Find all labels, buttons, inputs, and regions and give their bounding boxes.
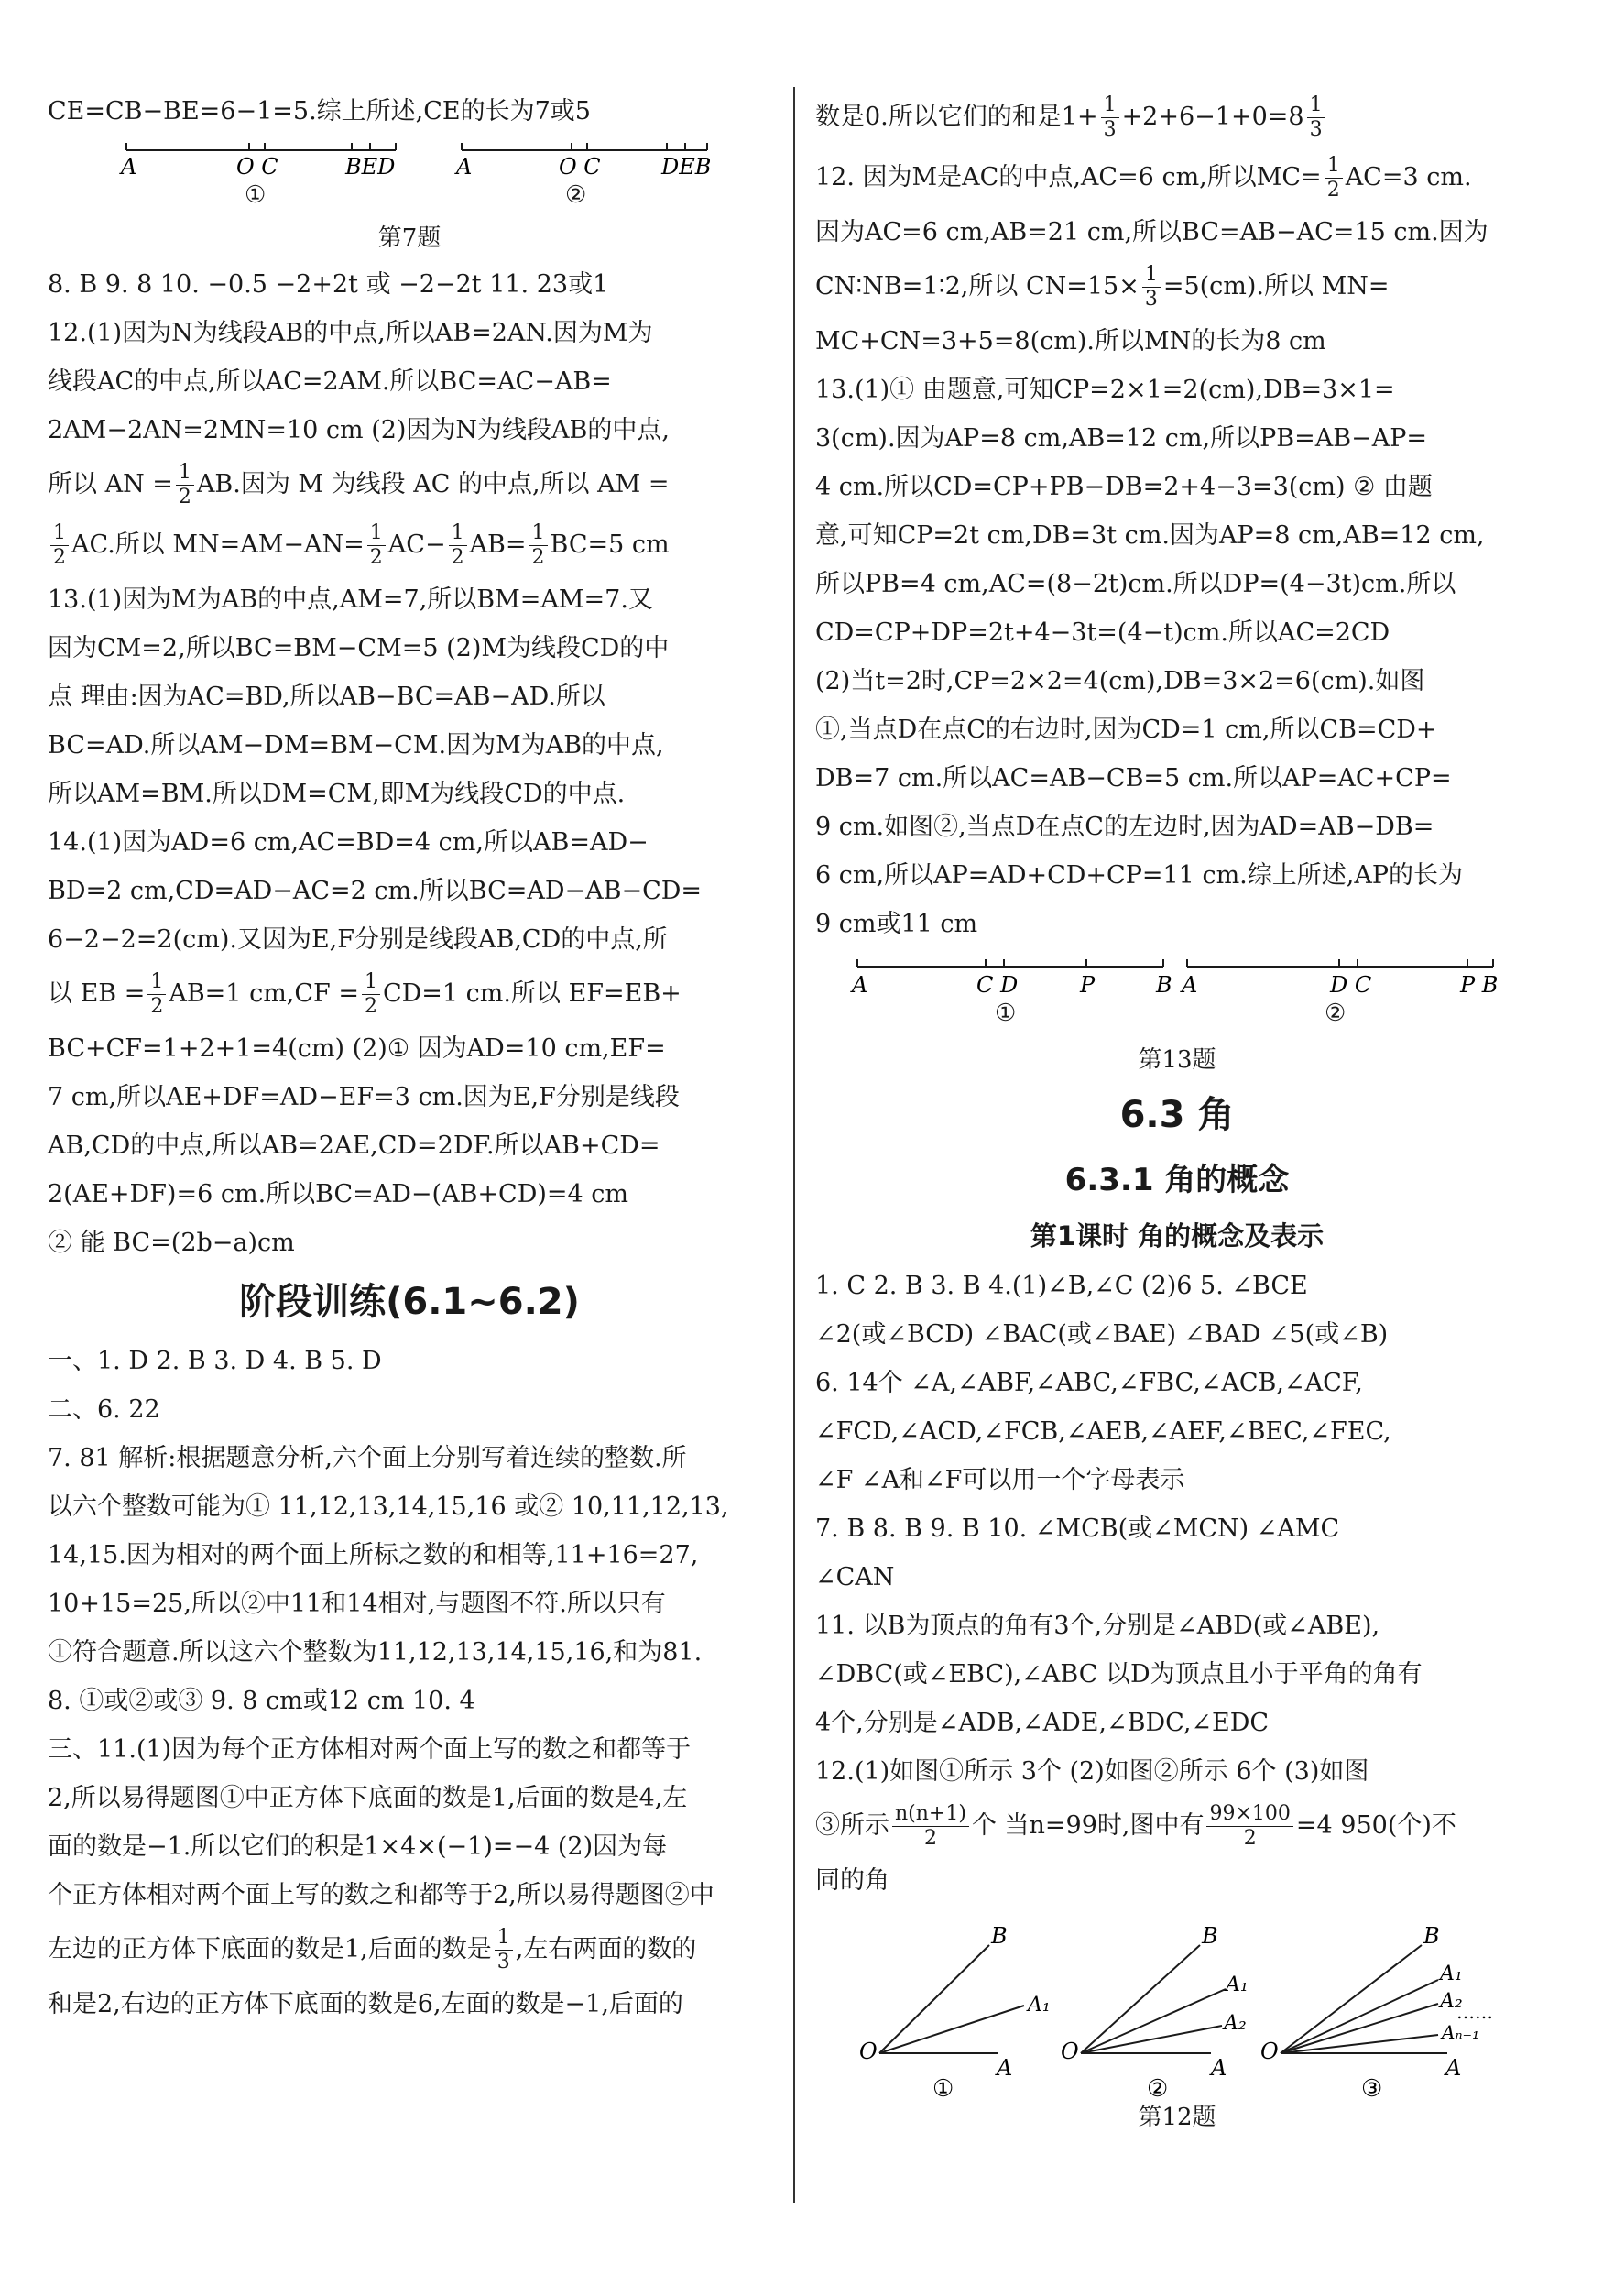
fraction-numerator: 1 (1101, 93, 1119, 118)
text-line (48, 515, 771, 575)
figure-12-label: Aₙ₋₁ (1442, 2021, 1480, 2043)
text-line: 7. 81 解析:根据题意分析,六个面上分别写着连续的整数.所 (48, 1444, 687, 1472)
figure-13-label: B (1156, 972, 1172, 998)
fraction-numerator: 1 (529, 521, 548, 546)
text-line: 14,15.因为相对的两个面上所标之数的和相等,11+16=27, (48, 1541, 699, 1569)
text-line (815, 257, 1539, 317)
text-line (815, 148, 1539, 208)
fraction-denominator: 3 (1103, 118, 1117, 141)
text-line: 面的数是−1.所以它们的积是1×4×(−1)=−4 (2)因为每 (48, 1832, 668, 1861)
fraction-denominator: 3 (1309, 118, 1323, 141)
figure-12-label: A₁ (1226, 1973, 1249, 1996)
fraction-denominator: 2 (531, 546, 545, 569)
figure-13-mark-2: ② (1325, 1000, 1347, 1027)
text-line: 3(cm).因为AP=8 cm,AB=12 cm,所以PB=AB−AP= (815, 424, 1427, 453)
text-line: 因为AC=6 cm,AB=21 cm,所以BC=AB−AC=15 cm.因为 (815, 218, 1488, 246)
text-line: 10+15=25,所以②中11和14相对,与题图不符.所以只有 (48, 1590, 666, 1618)
text-line: (2)当t=2时,CP=2×2=4(cm),DB=3×2=6(cm).如图 (815, 667, 1425, 695)
fraction-numerator: 99×100 (1206, 1802, 1292, 1827)
fraction-denominator: 2 (1326, 179, 1340, 202)
fraction (495, 1926, 513, 1974)
fraction (147, 970, 166, 1019)
subsection-title: 6.3.1 角的概念 (1064, 1162, 1290, 1198)
text-line: 三、11.(1)因为每个正方体相对两个面上写的数之和都等于 (48, 1735, 692, 1764)
figure-13-diagram-1 (850, 959, 1172, 998)
figure-13-label: A (852, 972, 868, 998)
text-line: 所以AM=BM.所以DM=CM,即M为线段CD的中点. (48, 780, 626, 808)
text-run: 数是0.所以它们的和是1+ (815, 103, 1098, 131)
text-run: 所以 AN = (48, 470, 173, 498)
fraction-numerator: 1 (1142, 263, 1161, 288)
text-line: ①,当点D在点C的右边时,因为CD=1 cm,所以CB=CD+ (815, 716, 1437, 744)
figure-12-label: B (1423, 1923, 1440, 1949)
figure-13-label: A (1182, 972, 1198, 998)
text-line: ∠DBC(或∠EBC),∠ABC 以D为顶点且小于平角的角有 (815, 1660, 1423, 1689)
column-divider (793, 87, 795, 2203)
text-run: 以 EB = (48, 979, 146, 1008)
figure-12-label: A (1211, 2055, 1227, 2081)
text-line: 所以PB=4 cm,AC=(8−2t)cm.所以DP=(4−3t)cm.所以 (815, 570, 1456, 598)
lesson-title: 第1课时 角的概念及表示 (1030, 1220, 1325, 1252)
figure-13-label: P B (1460, 972, 1499, 998)
figure-7-label: A (121, 154, 137, 180)
text-line: 和是2,右边的正方体下底面的数是6,左面的数是−1,后面的 (48, 1990, 683, 2018)
figure-7-caption: 第7题 (377, 224, 442, 252)
text-line: 1. C 2. B 3. B 4.(1)∠B,∠C (2)6 5. ∠BCE (815, 1272, 1308, 1300)
figure-7-marks (48, 181, 771, 216)
text-line: 7. B 8. B 9. B 10. ∠MCB(或∠MCN) ∠AMC (815, 1514, 1340, 1543)
text-line: 4个,分别是∠ADB,∠ADE,∠BDC,∠EDC (815, 1709, 1270, 1737)
text-run: AC− (387, 530, 446, 559)
section-title: 6.3 角 (1119, 1094, 1235, 1136)
figure-12-label: A₁ (1440, 1963, 1463, 1985)
figure-12-diagram-3 (1260, 1923, 1493, 2099)
text-line: 意,可知CP=2t cm,DB=3t cm.因为AP=8 cm,AB=12 cm, (815, 521, 1485, 550)
figure-12-label: O (1260, 2039, 1279, 2064)
text-line: 因为CM=2,所以BC=BM−CM=5 (2)M为线段CD的中 (48, 634, 670, 662)
fraction (176, 461, 194, 509)
text-line (815, 1796, 1539, 1856)
text-line: 2(AE+DF)=6 cm.所以BC=AD−(AB+CD)=4 cm (48, 1180, 628, 1208)
fraction-denominator: 2 (178, 486, 191, 508)
figure-12-label: O (859, 2039, 878, 2064)
text-line: 14.(1)因为AD=6 cm,AC=BD=4 cm,所以AB=AD− (48, 828, 649, 857)
text-run: CD=1 cm.所以 EF=EB+ (382, 979, 682, 1008)
figure-12-label: …… (1456, 2001, 1493, 2023)
figure-7-mark-2: ② (565, 181, 587, 209)
text-run: AB.因为 M 为线段 AC 的中点,所以 AM = (196, 470, 670, 498)
text-line: 12.(1)如图①所示 3个 (2)如图②所示 6个 (3)如图 (815, 1757, 1369, 1786)
text-line: 8. B 9. 8 10. −0.5 −2+2t 或 −2−2t 11. 23或1 (48, 270, 609, 299)
text-line: 9 cm或11 cm (815, 910, 978, 938)
text-line (815, 87, 1539, 148)
fraction-numerator: 1 (367, 521, 386, 546)
fraction (449, 521, 467, 570)
figure-7-label: O C (559, 154, 601, 180)
text-run: =5(cm).所以 MN= (1162, 272, 1390, 301)
figure-12-label: A (1445, 2055, 1462, 2081)
figure-12 (815, 1916, 1539, 2099)
figure-13-label: D C (1330, 972, 1372, 998)
figure-7-label: DEB (661, 154, 712, 180)
figure-7 (48, 136, 771, 189)
text-line: 9 cm.如图②,当点D在点C的左边时,因为AD=AB−DB= (815, 813, 1434, 841)
fraction (50, 521, 69, 570)
figure-13 (815, 948, 1539, 1003)
figure-13-marks (815, 1000, 1539, 1040)
right-column (815, 87, 1539, 2136)
text-line (48, 454, 771, 515)
figure-12-label: A₂ (1224, 2012, 1247, 2035)
figure-7-diagram-1 (119, 143, 396, 180)
text-run: AB=1 cm,CF = (169, 979, 359, 1008)
fraction-numerator: 1 (362, 970, 380, 995)
text-run: AC.所以 MN=AM−AN= (71, 530, 365, 559)
text-run: 左边的正方体下底面的数是1,后面的数是 (48, 1935, 492, 1963)
text-line: 13.(1)因为M为AB的中点,AM=7,所以BM=AM=7.又 (48, 585, 653, 614)
fraction-denominator: 2 (369, 546, 383, 569)
stage-title: 阶段训练(6.1~6.2) (239, 1281, 580, 1323)
fraction (1307, 93, 1325, 142)
figure-13-caption: 第13题 (1138, 1046, 1216, 1074)
fraction-denominator: 3 (1144, 288, 1158, 311)
figure-13-label: C D (976, 972, 1019, 998)
text-run: AB= (469, 530, 527, 559)
figure-12-diagrams (815, 1916, 1539, 2099)
text-line: 7 cm,所以AE+DF=AD−EF=3 cm.因为E,F分别是线段 (48, 1083, 680, 1111)
figure-12-diagram-2 (1061, 1923, 1249, 2099)
text-line: 6 cm,所以AP=AD+CD+CP=11 cm.综上所述,AP的长为 (815, 861, 1463, 890)
text-line: 11. 以B为顶点的角有3个,分别是∠ABD(或∠ABE), (815, 1612, 1380, 1640)
text-line: CE=CB−BE=6−1=5.综上所述,CE的长为7或5 (48, 97, 591, 126)
text-line: 一、1. D 2. B 3. D 4. B 5. D (48, 1347, 382, 1375)
text-run: ③所示 (815, 1811, 889, 1840)
fraction (1142, 263, 1161, 312)
figure-12-mark-2: ② (1147, 2075, 1169, 2099)
fraction (529, 521, 548, 570)
text-run: +2+6−1+0=8 (1121, 103, 1304, 131)
fraction-numerator: 1 (449, 521, 467, 546)
text-line: 线段AC的中点,所以AC=2AM.所以BC=AC−AB= (48, 367, 612, 396)
text-line: BC+CF=1+2+1=4(cm) (2)① 因为AD=10 cm,EF= (48, 1034, 666, 1063)
fraction-denominator: 2 (451, 546, 464, 569)
text-line: CD=CP+DP=2t+4−3t=(4−t)cm.所以AC=2CD (815, 618, 1390, 647)
fraction-numerator: 1 (176, 461, 194, 486)
fraction-numerator: 1 (50, 521, 69, 546)
text-line: BD=2 cm,CD=AD−AC=2 cm.所以BC=AD−AB−CD= (48, 877, 703, 905)
fraction-numerator: 1 (1325, 154, 1343, 179)
figure-13-mark-1: ① (995, 1000, 1017, 1027)
text-line: DB=7 cm.所以AC=AB−CB=5 cm.所以AP=AC+CP= (815, 764, 1452, 793)
text-line: 6. 14个 ∠A,∠ABF,∠ABC,∠FBC,∠ACB,∠ACF, (815, 1369, 1363, 1397)
text-run: 个 当n=99时,图中有 (971, 1811, 1205, 1840)
fraction (362, 970, 380, 1019)
text-line: 13.(1)① 由题意,可知CP=2×1=2(cm),DB=3×1= (815, 376, 1395, 404)
fraction (1206, 1802, 1292, 1851)
fraction (1325, 154, 1343, 202)
text-line: 12.(1)因为N为线段AB的中点,所以AB=2AN.因为M为 (48, 319, 653, 347)
text-run: BC=5 cm (550, 530, 670, 559)
text-line: 二、6. 22 (48, 1395, 160, 1424)
figure-7-diagrams (48, 136, 771, 189)
text-line: 4 cm.所以CD=CP+PB−DB=2+4−3=3(cm) ② 由题 (815, 473, 1433, 501)
figure-13-diagrams (815, 948, 1539, 1003)
fraction-numerator: n(n+1) (892, 1802, 969, 1827)
text-run: =4 950(个)不 (1295, 1811, 1456, 1840)
fraction-numerator: 1 (1307, 93, 1325, 118)
text-line: ∠2(或∠BCD) ∠BAC(或∠BAE) ∠BAD ∠5(或∠B) (815, 1320, 1389, 1349)
figure-7-mark-1: ① (245, 181, 267, 209)
text-line (48, 1919, 771, 1980)
figure-13-label: P (1080, 972, 1096, 998)
text-line: 2AM−2AN=2MN=10 cm (2)因为N为线段AB的中点, (48, 416, 670, 444)
fraction-denominator: 2 (53, 546, 66, 569)
text-line: 点 理由:因为AC=BD,所以AB−BC=AB−AD.所以 (48, 683, 605, 711)
figure-12-label: B (991, 1923, 1008, 1949)
figure-12-label: A₂ (1440, 1990, 1463, 2013)
fraction-denominator: 2 (923, 1827, 937, 1850)
text-line: ①符合题意.所以这六个整数为11,12,13,14,15,16,和为81. (48, 1638, 703, 1667)
text-line: MC+CN=3+5=8(cm).所以MN的长为8 cm (815, 327, 1326, 355)
figure-7-label: A (456, 154, 473, 180)
text-line: ∠CAN (815, 1563, 895, 1591)
text-line: 2,所以易得题图①中正方体下底面的数是1,后面的数是4,左 (48, 1784, 688, 1812)
text-run: AC=3 cm. (1345, 163, 1472, 191)
text-line (48, 964, 771, 1024)
fraction-numerator: 1 (495, 1926, 513, 1951)
text-line: 个正方体相对两个面上写的数之和都等于2,所以易得题图②中 (48, 1881, 714, 1909)
text-line: AB,CD的中点,所以AB=2AE,CD=2DF.所以AB+CD= (48, 1132, 660, 1160)
figure-12-label: A₁ (1028, 1994, 1051, 2017)
figure-7-label: BED (345, 154, 396, 180)
figure-7-label: O C (236, 154, 278, 180)
left-column (48, 87, 771, 2028)
text-line: 同的角 (815, 1866, 889, 1895)
text-run: 12. 因为M是AC的中点,AC=6 cm,所以MC= (815, 163, 1322, 191)
figure-12-mark-1: ① (932, 2075, 954, 2099)
figure-12-mark-3: ③ (1361, 2075, 1383, 2099)
figure-13-diagram-2 (1180, 959, 1498, 998)
figure-12-label: B (1202, 1923, 1218, 1949)
fraction-numerator: 1 (147, 970, 166, 995)
text-line: ② 能 BC=(2b−a)cm (48, 1229, 295, 1257)
text-line: ∠FCD,∠ACD,∠FCB,∠AEB,∠AEF,∠BEC,∠FEC, (815, 1417, 1391, 1446)
fraction (892, 1802, 969, 1851)
text-line: 以六个整数可能为① 11,12,13,14,15,16 或② 10,11,12,13, (48, 1492, 729, 1521)
text-run: ,左右两面的数的 (515, 1935, 697, 1963)
figure-12-label: O (1061, 2039, 1079, 2064)
text-line: BC=AD.所以AM−DM=BM−CM.因为M为AB的中点, (48, 731, 664, 760)
text-line: 6−2−2=2(cm).又因为E,F分别是线段AB,CD的中点,所 (48, 925, 668, 954)
fraction-denominator: 3 (496, 1951, 510, 1973)
figure-12-diagram-1 (859, 1923, 1051, 2099)
figure-12-caption: 第12题 (1138, 2104, 1216, 2131)
figure-12-label: A (997, 2055, 1013, 2081)
fraction-denominator: 2 (150, 995, 164, 1018)
fraction-denominator: 2 (1243, 1827, 1257, 1850)
text-run: CN∶NB=1∶2,所以 CN=15× (815, 272, 1140, 301)
fraction (1101, 93, 1119, 142)
text-line: ∠F ∠A和∠F可以用一个字母表示 (815, 1466, 1185, 1494)
fraction (367, 521, 386, 570)
text-line: 8. ①或②或③ 9. 8 cm或12 cm 10. 4 (48, 1687, 475, 1715)
fraction-denominator: 2 (364, 995, 377, 1018)
figure-7-diagram-2 (454, 143, 711, 180)
